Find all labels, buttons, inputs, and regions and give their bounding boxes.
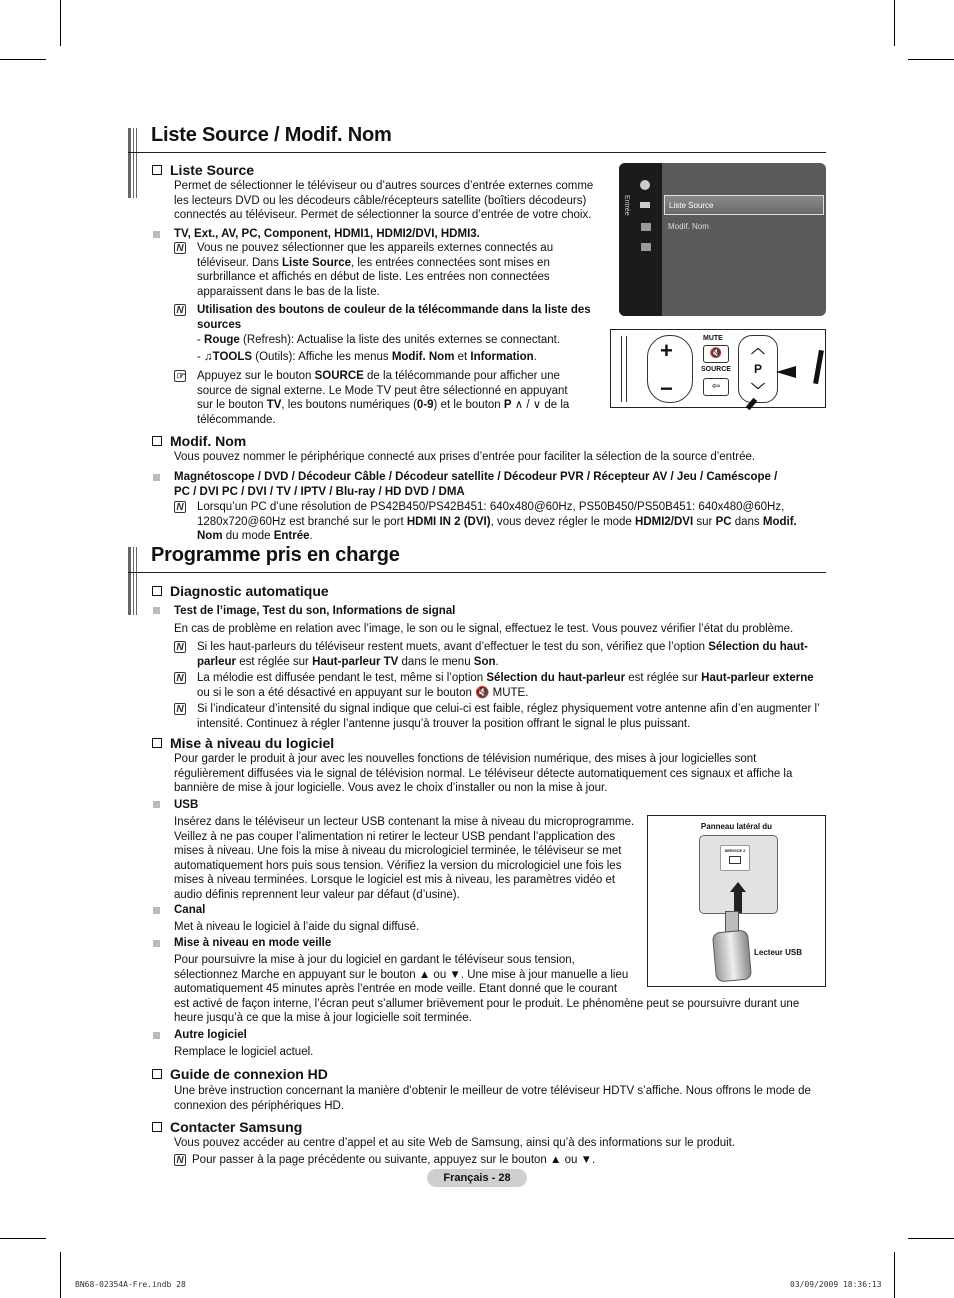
note-text: Appuyez sur le bouton SOURCE de la télécommande pour afficher une source de signal externe. Le Mode TV peut être sélectionné en appuyant sur le bouton TV, les boutons numériques (0-9) et le bouton P ∧ / ∨ de la télécommande. [197, 370, 570, 426]
paragraph: Une brève instruction concernant la manière d’obtenir le meilleur de votre téléviseur HDTV s’affiche. Nous offrons le mode de connexion des périphériques HD. [174, 1085, 811, 1112]
mute-button[interactable]: 🔇 [703, 345, 729, 363]
channel-rocker [738, 335, 778, 403]
note-icon: N [174, 304, 186, 316]
checkbox-bullet-icon [152, 738, 162, 748]
subsection-heading: Mise à niveau du logiciel [152, 735, 334, 751]
subsection-heading: Contacter Samsung [152, 1119, 302, 1135]
section-title: Programme pris en charge [151, 544, 400, 566]
section-marker [128, 128, 138, 198]
checkbox-bullet-icon [152, 165, 162, 175]
section-title: Liste Source / Modif. Nom [151, 124, 392, 146]
note-text: Si l’indicateur d’intensité du signal indique que celui-ci est faible, réglez physiquement votre antenne afin d’en augmenter l’ intensité. Continuez à régler l’antenne jusqu’à trouver la position offrant le signal le plus puissant. [197, 703, 820, 730]
menu-side-label: Entrée [623, 195, 630, 216]
channel-p-label: P [754, 362, 763, 376]
subsection-heading: Liste Source [152, 162, 254, 178]
note-text: Si les haut-parleurs du téléviseur restent muets, avant d’effectuer le test du son, vérifiez que l’option Sélection du haut- parleur est réglée sur Haut-parleur TV dans le menu Son. [197, 641, 808, 668]
picture-menu-icon [640, 180, 650, 190]
note-text: Pour passer à la page précédente ou suivante, appuyez sur le bouton ▲ ou ▼. [192, 1154, 596, 1166]
paragraph: Pour garder le produit à jour avec les nouvelles fonctions de télévision numérique, des mises à jour logicielles sont régulièrement diffusées via le signal de télévision normal. Le téléviseur détecte automatiquement ces signaux et affiche la bannière de mise à jour logicielle. Vous avez le choix d’installer ou non la mise à jour. [174, 753, 793, 795]
note-icon: N [174, 1154, 186, 1166]
subsection-heading: Modif. Nom [152, 433, 246, 449]
tv-menu-screenshot [619, 163, 826, 316]
square-bullet-icon [153, 907, 160, 914]
pointer-arrow-icon [813, 350, 824, 384]
bullet-text: Mise à niveau en mode veille [174, 937, 332, 949]
bullet-text: USB [174, 799, 199, 811]
note-text: Utilisation des boutons de couleur de la télécommande dans la liste des sources [197, 304, 591, 331]
input-menu-icon [640, 202, 650, 208]
menu-item[interactable]: Modif. Nom [668, 222, 709, 231]
usb-figure [647, 815, 826, 987]
checkbox-bullet-icon [152, 436, 162, 446]
figure-label: Panneau latéral du [700, 822, 773, 831]
volume-rocker [647, 335, 693, 403]
page-number-badge: Français - 28 [427, 1169, 527, 1187]
crop-mark [908, 1238, 954, 1239]
menu-item-selected[interactable]: Liste Source [664, 195, 824, 215]
crop-mark [894, 0, 895, 46]
usb-port-icon [729, 856, 741, 864]
chevron-up-icon: ︿ [751, 340, 765, 356]
checkbox-bullet-icon [152, 586, 162, 596]
bullet-text: Autre logiciel [174, 1029, 247, 1041]
paragraph: Met à niveau le logiciel à l’aide du signal diffusé. [174, 921, 420, 933]
paragraph: Vous pouvez nommer le périphérique connecté aux prises d’entrée pour faciliter la sélection de la source d’entrée. [174, 451, 756, 463]
paragraph: Insérez dans le téléviseur un lecteur USB contenant la mise à niveau du microprogramme. Veillez à ne pas couper l’alimentation ni retirer le lecteur USB pendant l’application des mises à niveau. Une fois la mise à niveau du micrologiciel terminée, le téléviseur se met automatiquement hors puis sous tension. Vérifiez la version du micrologiciel une fois les mises à niveau terminées. Lorsque le logiciel est mis à niveau, les paramètres vidéo et audio définis reprennent leur valeur par défaut (d’usine). [174, 816, 635, 901]
square-bullet-icon [153, 607, 160, 614]
bullet-text: Magnétoscope / DVD / Décodeur Câble / Décodeur satellite / Décodeur PVR / Récepteur AV / Jeu / Caméscope / PC / DVI PC / DVI / TV / IPTV / Blu-ray / HD DVD / DMA [174, 471, 778, 498]
insert-arrow-icon [730, 882, 746, 892]
print-date-info: 03/09/2009 18:36:13 [790, 1280, 882, 1289]
note-icon: N [174, 501, 186, 513]
crop-mark [60, 1252, 61, 1298]
bullet-text: Test de l’image, Test du son, Informations de signal [174, 605, 456, 617]
mute-label: MUTE [703, 335, 723, 342]
square-bullet-icon [153, 474, 160, 481]
paragraph: Pour poursuivre la mise à jour du logiciel en gardant le téléviseur sous tension, sélectionnez Marche en appuyant sur le bouton ▲ ou ▼. Une mise à jour manuelle a lieu automatiquement 45 minutes après l’entrée en mode veille. Etant donné que le courant est activé de façon interne, l’écran peut s’allumer brièvement pour le produit. Le phénomène peut se poursuivre durant une heure jusqu’à ce que la mise à jour logicielle soit terminée. [174, 954, 800, 1025]
paragraph: Permet de sélectionner le téléviseur ou d’autres sources d’entrée externes comme les lecteurs DVD ou les décodeurs câble/récepteurs satellite (boîtiers décodeurs) connectés au téléviseur. Permet de sélectionner la source d’entrée de votre choix. [174, 180, 594, 222]
support-menu-icon [641, 243, 651, 251]
note-icon: N [174, 242, 186, 254]
bullet-text: Canal [174, 904, 206, 916]
square-bullet-icon [153, 231, 160, 238]
square-bullet-icon [153, 1032, 160, 1039]
crop-mark [60, 0, 61, 46]
figure-label: Lecteur USB [754, 948, 803, 957]
usb-stick [712, 930, 752, 983]
section-rule [128, 572, 826, 573]
source-label: SOURCE [701, 366, 731, 373]
note-text: Lorsqu’un PC d’une résolution de PS42B450/PS42B451: 640x480@60Hz, PS50B450/PS50B451: 640x480@60Hz, 1280x720@60Hz est branché sur le port HDMI IN 2 (DVI), vous devez régler le mode HDMI2/DVI sur PC dans Modif. Nom du mode Entrée. [197, 501, 797, 543]
dash-item: - Rouge (Refresh): Actualise la liste des unités externes se connectant. [197, 334, 561, 346]
print-file-info: BN68-02354A-Fre.indb 28 [75, 1280, 186, 1289]
minus-icon: − [660, 376, 673, 401]
crop-mark [0, 1238, 46, 1239]
checkbox-bullet-icon [152, 1069, 162, 1079]
hand-note-icon: ☞ [175, 371, 185, 382]
usb-port: SERVICE 2 [720, 845, 750, 871]
note-icon: N [174, 672, 186, 684]
tv-side-panel [699, 835, 778, 914]
crop-mark [0, 59, 46, 60]
paragraph: En cas de problème en relation avec l’image, le son ou le signal, effectuez le test. Vous pouvez vérifier l’état du problème. [174, 623, 794, 635]
section-rule [128, 152, 826, 153]
remote-control-figure [610, 329, 826, 408]
note-text: Vous ne pouvez sélectionner que les appareils externes connectés au téléviseur. Dans Liste Source, les entrées connectées sont mises en surbrillance et affichés en début de liste. Les entrées non connectées apparaissent dans le bas de la liste. [197, 242, 554, 298]
paragraph: Remplace le logiciel actuel. [174, 1046, 314, 1058]
plus-icon: + [660, 338, 673, 363]
pointer-arrow-icon [776, 366, 796, 378]
note-text: La mélodie est diffusée pendant le test, même si l’option Sélection du haut-parleur est réglée sur Haut-parleur externe ou si le son a été désactivé en appuyant sur le bouton 🔇 MUTE. [197, 672, 814, 699]
crop-mark [894, 1252, 895, 1298]
crop-mark [908, 59, 954, 60]
note-icon: N [174, 641, 186, 653]
source-button[interactable]: ⇦ [703, 378, 729, 396]
tools-icon: ♫ [204, 351, 213, 363]
paragraph: Vous pouvez accéder au centre d’appel et au site Web de Samsung, ainsi qu’à des informations sur le produit. [174, 1137, 736, 1149]
bullet-text: TV, Ext., AV, PC, Component, HDMI1, HDMI2/DVI, HDMI3. [174, 228, 480, 240]
note-icon: N [174, 703, 186, 715]
section-marker [128, 547, 138, 615]
checkbox-bullet-icon [152, 1122, 162, 1132]
subsection-heading: Diagnostic automatique [152, 583, 329, 599]
square-bullet-icon [153, 801, 160, 808]
chevron-down-icon: ﹀ [751, 382, 765, 398]
dash-item: - ♫TOOLS (Outils): Affiche les menus Modif. Nom et Information. [197, 351, 537, 363]
square-bullet-icon [153, 940, 160, 947]
subsection-heading: Guide de connexion HD [152, 1066, 328, 1082]
application-menu-icon [641, 223, 651, 231]
